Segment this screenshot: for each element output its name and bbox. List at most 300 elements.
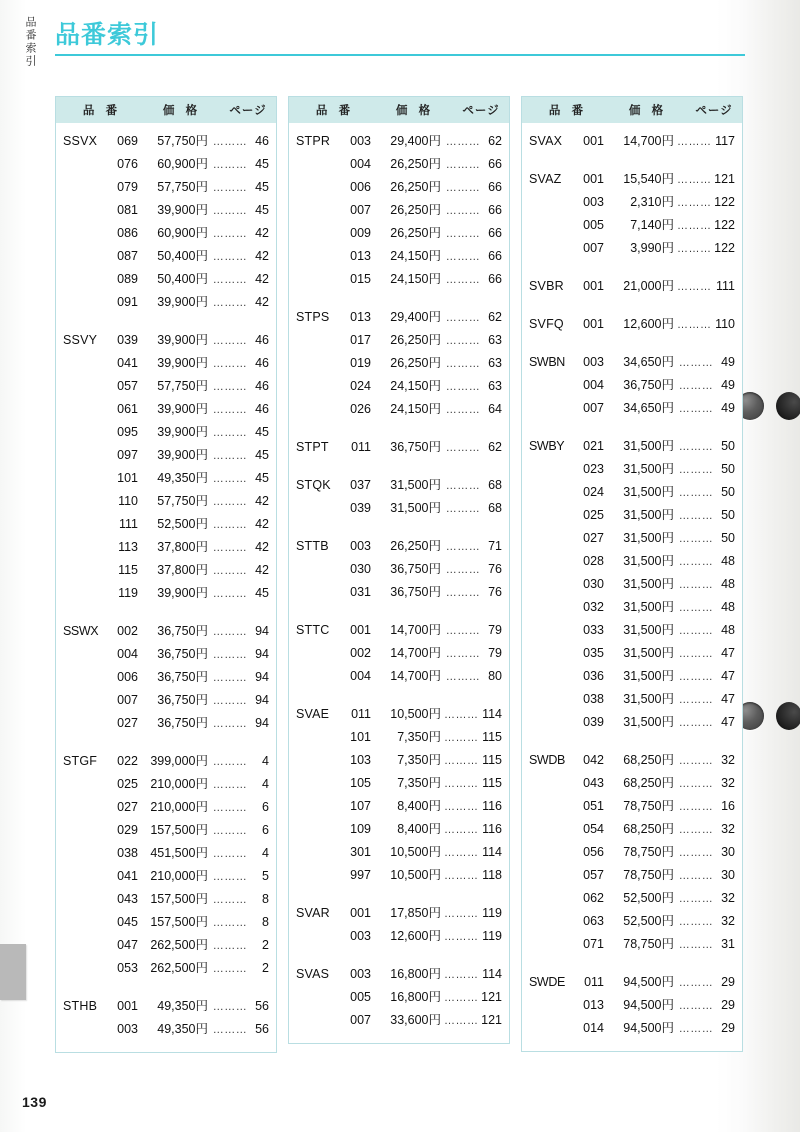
price-value: 34,650円 [623,401,674,415]
product-number: 021 [583,439,604,453]
product-number: 009 [350,226,371,240]
table-row[interactable] [522,995,742,1018]
table-row[interactable] [289,987,509,1010]
dot-leader: ……… [678,625,714,637]
group-spacer [289,888,509,903]
page-reference[interactable]: 66 [488,226,502,240]
table-row[interactable] [522,911,742,934]
table-row[interactable] [522,215,742,238]
page-reference[interactable]: 42 [255,295,269,309]
page-reference[interactable]: 71 [488,539,502,553]
table-row[interactable] [289,704,509,727]
table-row[interactable] [522,131,742,154]
page-reference[interactable]: 115 [482,753,502,767]
price-value: 157,500円 [150,892,208,906]
price-value: 31,500円 [623,669,674,683]
price-value: 39,900円 [157,425,208,439]
page-reference[interactable]: 8 [262,915,269,929]
page-reference[interactable]: 94 [255,624,269,638]
table-row[interactable] [289,582,509,605]
table-header-row [56,97,276,123]
table-row[interactable] [289,223,509,246]
table-row[interactable] [289,353,509,376]
page-reference[interactable]: 42 [255,494,269,508]
dot-leader: ……… [678,441,714,453]
page-reference[interactable]: 49 [721,355,735,369]
page-reference[interactable]: 121 [481,990,502,1004]
product-number: 101 [350,730,371,744]
table-row[interactable] [56,131,276,154]
page-title: 品番索引 [55,21,160,49]
page-reference[interactable]: 2 [262,961,269,975]
price-value: 262,500円 [150,961,208,975]
page-reference[interactable]: 42 [255,540,269,554]
table-row[interactable] [289,269,509,292]
dot-leader: ……… [445,671,481,683]
page-reference[interactable]: 46 [255,356,269,370]
table-row[interactable] [56,154,276,177]
table-row[interactable] [56,223,276,246]
page-reference[interactable]: 32 [721,753,735,767]
page-reference[interactable]: 45 [255,425,269,439]
page-reference[interactable]: 119 [482,929,502,943]
page-reference[interactable]: 4 [262,777,269,791]
page-reference[interactable]: 66 [488,203,502,217]
page-reference[interactable]: 6 [262,823,269,837]
table-row[interactable] [522,888,742,911]
page-reference[interactable]: 94 [255,647,269,661]
price-value: 36,750円 [157,716,208,730]
table-row[interactable] [289,437,509,460]
page-reference[interactable]: 46 [255,379,269,393]
product-number: 029 [117,823,138,837]
page-reference[interactable]: 5 [262,869,269,883]
table-row[interactable] [289,376,509,399]
page-reference[interactable]: 121 [714,172,735,186]
table-row[interactable] [289,865,509,888]
dot-leader: ……… [212,542,248,554]
page-reference[interactable]: 42 [255,226,269,240]
dot-leader: ……… [678,801,714,813]
page-reference[interactable]: 4 [262,846,269,860]
page-reference[interactable]: 122 [714,218,735,232]
price-value: 94,500円 [623,998,674,1012]
page-reference[interactable]: 4 [262,754,269,768]
table-row[interactable] [56,996,276,1019]
page-reference[interactable]: 16 [721,799,735,813]
table-row[interactable] [56,912,276,935]
table-row[interactable] [56,422,276,445]
table-row[interactable] [56,621,276,644]
table-row[interactable] [289,498,509,521]
dot-leader: ……… [212,496,248,508]
page-reference[interactable]: 29 [721,998,735,1012]
table-row[interactable] [56,514,276,537]
dot-leader: ……… [212,358,248,370]
table-row[interactable] [522,192,742,215]
page-reference[interactable]: 46 [255,402,269,416]
table-row[interactable] [522,436,742,459]
table-row[interactable] [56,200,276,223]
page-reference[interactable]: 76 [488,585,502,599]
page-reference[interactable]: 121 [481,1013,502,1027]
page-reference[interactable]: 46 [255,333,269,347]
page-reference[interactable]: 29 [721,975,735,989]
table-row[interactable] [289,177,509,200]
page-reference[interactable]: 114 [482,707,502,721]
page-reference[interactable]: 115 [482,730,502,744]
group-spacer [56,981,276,996]
table-row[interactable] [56,376,276,399]
thumb-index-tab [0,944,26,1000]
table-row[interactable] [289,475,509,498]
table-row[interactable] [289,1010,509,1033]
column-header-code: 品 番 [548,105,588,117]
page-reference[interactable]: 116 [482,822,502,836]
table-row[interactable] [289,399,509,422]
price-value: 36,750円 [157,624,208,638]
product-number: 035 [583,646,604,660]
product-number: 097 [117,448,138,462]
table-row[interactable] [522,528,742,551]
series-code: SVAR [296,906,330,920]
product-number: 003 [350,967,371,981]
product-number: 095 [117,425,138,439]
page-reference[interactable]: 66 [488,157,502,171]
table-row[interactable] [56,935,276,958]
price-value: 36,750円 [390,585,441,599]
dot-leader: ……… [444,969,479,981]
table-row[interactable] [56,889,276,912]
table-row[interactable] [522,238,742,261]
table-row[interactable] [56,537,276,560]
page-reference[interactable]: 63 [488,333,502,347]
product-number: 045 [117,915,138,929]
page-reference[interactable]: 79 [488,623,502,637]
dot-leader: ……… [678,510,714,522]
page-reference[interactable]: 62 [488,134,502,148]
table-row[interactable] [56,843,276,866]
page-reference[interactable]: 48 [721,623,735,637]
page-reference[interactable]: 29 [721,1021,735,1035]
price-value: 157,500円 [150,915,208,929]
table-row[interactable] [522,352,742,375]
product-number: 001 [350,623,371,637]
page-reference[interactable]: 110 [715,317,735,331]
table-row[interactable] [522,865,742,888]
table-row[interactable] [289,819,509,842]
table-row[interactable] [522,482,742,505]
page-reference[interactable]: 47 [721,669,735,683]
price-value: 37,800円 [157,563,208,577]
table-row[interactable] [289,246,509,269]
page-reference[interactable]: 32 [721,776,735,790]
page-reference[interactable]: 32 [721,891,735,905]
page-reference[interactable]: 45 [255,157,269,171]
page-reference[interactable]: 50 [721,508,735,522]
table-row[interactable] [522,276,742,299]
table-row[interactable] [289,620,509,643]
price-value: 24,150円 [390,379,441,393]
dot-leader: ……… [212,779,248,791]
page-reference[interactable]: 32 [721,914,735,928]
table-row[interactable] [289,842,509,865]
page-reference[interactable]: 94 [255,670,269,684]
page-reference[interactable]: 66 [488,249,502,263]
price-value: 31,500円 [623,508,674,522]
table-row[interactable] [289,559,509,582]
page-reference[interactable]: 66 [488,272,502,286]
table-row[interactable] [56,560,276,583]
page-reference[interactable]: 6 [262,800,269,814]
page-reference[interactable]: 47 [721,715,735,729]
price-value: 36,750円 [157,670,208,684]
page-reference[interactable]: 79 [488,646,502,660]
table-row[interactable] [56,751,276,774]
page-reference[interactable]: 2 [262,938,269,952]
table-row[interactable] [56,353,276,376]
table-row[interactable] [56,583,276,606]
price-value: 39,900円 [157,402,208,416]
table-row[interactable] [522,750,742,773]
page-reference[interactable]: 42 [255,517,269,531]
page-reference[interactable]: 63 [488,379,502,393]
table-row[interactable] [289,903,509,926]
page-reference[interactable]: 42 [255,563,269,577]
product-number: 003 [117,1022,138,1036]
price-value: 49,350円 [157,999,208,1013]
page-reference[interactable]: 118 [482,868,502,882]
page-reference[interactable]: 117 [715,134,735,148]
dot-leader: ……… [678,778,714,790]
table-row[interactable] [56,330,276,353]
price-value: 3,990円 [630,241,674,255]
page-reference[interactable]: 50 [721,462,735,476]
page-reference[interactable]: 30 [721,868,735,882]
price-value: 49,350円 [157,1022,208,1036]
price-value: 210,000円 [150,777,208,791]
table-row[interactable] [522,773,742,796]
table-row[interactable] [56,690,276,713]
page-reference[interactable]: 47 [721,646,735,660]
dot-leader: ……… [212,1024,248,1036]
table-row[interactable] [56,797,276,820]
dot-leader: ……… [212,205,248,217]
page-reference[interactable]: 66 [488,180,502,194]
table-row[interactable] [56,399,276,422]
table-row[interactable] [522,796,742,819]
page-reference[interactable]: 46 [255,134,269,148]
table-row[interactable] [522,842,742,865]
price-value: 10,500円 [390,868,441,882]
series-code: STHB [63,999,98,1013]
table-row[interactable] [522,314,742,337]
table-row[interactable] [522,620,742,643]
series-code: SVFQ [529,317,564,331]
page-reference[interactable]: 122 [714,241,735,255]
dot-leader: ……… [445,312,481,324]
table-row[interactable] [522,1018,742,1041]
dot-leader: ……… [212,136,248,148]
table-row[interactable] [289,750,509,773]
page-reference[interactable]: 47 [721,692,735,706]
page-reference[interactable]: 45 [255,180,269,194]
table-row[interactable] [522,972,742,995]
price-value: 210,000円 [150,800,208,814]
column-header-code: 品 番 [82,105,122,117]
dot-leader: ……… [212,274,248,286]
page-reference[interactable]: 48 [721,577,735,591]
table-row[interactable] [289,796,509,819]
page-reference[interactable]: 45 [255,448,269,462]
page-reference[interactable]: 56 [255,1022,269,1036]
product-number: 019 [350,356,371,370]
page-reference[interactable]: 42 [255,272,269,286]
table-row[interactable] [522,689,742,712]
table-row[interactable] [289,330,509,353]
page-reference[interactable]: 48 [721,600,735,614]
page-reference[interactable]: 122 [714,195,735,209]
table-row[interactable] [56,491,276,514]
product-number: 001 [350,906,371,920]
product-number: 086 [117,226,138,240]
page-reference[interactable]: 50 [721,439,735,453]
product-number: 076 [117,157,138,171]
table-row[interactable] [289,926,509,949]
table-row[interactable] [56,445,276,468]
page-reference[interactable]: 115 [482,776,502,790]
table-row[interactable] [522,398,742,421]
dot-leader: ……… [445,480,481,492]
product-number: 011 [351,440,371,454]
page-reference[interactable]: 48 [721,554,735,568]
table-row[interactable] [522,169,742,192]
table-row[interactable] [56,177,276,200]
page-reference[interactable]: 114 [482,845,502,859]
table-row[interactable] [56,246,276,269]
table-row[interactable] [289,307,509,330]
product-number: 039 [350,501,371,515]
page-reference[interactable]: 31 [721,937,735,951]
series-code: STPT [296,440,329,454]
dot-leader: ……… [444,931,479,943]
page-reference[interactable]: 111 [715,279,735,293]
table-row[interactable] [56,667,276,690]
table-row[interactable] [289,536,509,559]
page-reference[interactable]: 76 [488,562,502,576]
table-row[interactable] [522,574,742,597]
table-row[interactable] [56,468,276,491]
product-number: 004 [350,157,371,171]
table-row[interactable] [289,154,509,177]
page-reference[interactable]: 49 [721,401,735,415]
table-row[interactable] [289,964,509,987]
table-row[interactable] [56,774,276,797]
page-reference[interactable]: 50 [721,485,735,499]
table-row[interactable] [289,200,509,223]
page-reference[interactable]: 50 [721,531,735,545]
product-number: 005 [583,218,604,232]
page-reference[interactable]: 94 [255,716,269,730]
product-number: 089 [117,272,138,286]
product-number: 003 [350,929,371,943]
table-row[interactable] [56,644,276,667]
page-reference[interactable]: 116 [482,799,502,813]
table-row[interactable] [522,712,742,735]
table-row[interactable] [522,459,742,482]
table-row[interactable] [289,773,509,796]
page-reference[interactable]: 94 [255,693,269,707]
table-row[interactable] [522,551,742,574]
dot-leader: ……… [678,648,714,660]
dot-leader: ……… [445,159,481,171]
page-reference[interactable]: 119 [482,906,502,920]
product-number: 017 [350,333,371,347]
table-row[interactable] [522,375,742,398]
group-spacer [56,606,276,621]
page-reference[interactable]: 62 [488,310,502,324]
table-row[interactable] [522,597,742,620]
page-reference[interactable]: 45 [255,471,269,485]
product-number: 024 [350,379,371,393]
table-row[interactable] [289,131,509,154]
table-row[interactable] [289,727,509,750]
product-number: 011 [584,975,604,989]
table-row[interactable] [522,819,742,842]
table-row[interactable] [56,1019,276,1042]
page-reference[interactable]: 63 [488,356,502,370]
page-reference[interactable]: 68 [488,478,502,492]
dot-leader: ……… [212,519,248,531]
table-row[interactable] [522,505,742,528]
page-reference[interactable]: 45 [255,586,269,600]
index-table [521,96,743,1052]
series-code: SVAZ [529,172,562,186]
page-reference[interactable]: 42 [255,249,269,263]
table-row[interactable] [522,934,742,957]
table-row[interactable] [522,666,742,689]
table-row[interactable] [56,820,276,843]
price-value: 14,700円 [390,623,441,637]
page-reference[interactable]: 8 [262,892,269,906]
page-reference[interactable]: 56 [255,999,269,1013]
table-row[interactable] [522,643,742,666]
page-reference[interactable]: 45 [255,203,269,217]
page-reference[interactable]: 62 [488,440,502,454]
dot-leader: ……… [444,778,479,790]
page-reference[interactable]: 32 [721,822,735,836]
dot-leader: ……… [212,404,248,416]
table-row[interactable] [289,643,509,666]
table-row[interactable] [56,866,276,889]
page-reference[interactable]: 80 [488,669,502,683]
table-row[interactable] [56,292,276,315]
table-row[interactable] [56,269,276,292]
table-row[interactable] [56,958,276,981]
page-reference[interactable]: 30 [721,845,735,859]
table-row[interactable] [289,666,509,689]
product-number: 013 [583,998,604,1012]
table-row[interactable] [56,713,276,736]
page-reference[interactable]: 49 [721,378,735,392]
price-value: 2,310円 [630,195,674,209]
price-value: 68,250円 [623,822,674,836]
dot-leader: ……… [678,602,714,614]
page-reference[interactable]: 68 [488,501,502,515]
page-reference[interactable]: 64 [488,402,502,416]
page-reference[interactable]: 114 [482,967,502,981]
dot-leader: ……… [212,963,248,975]
